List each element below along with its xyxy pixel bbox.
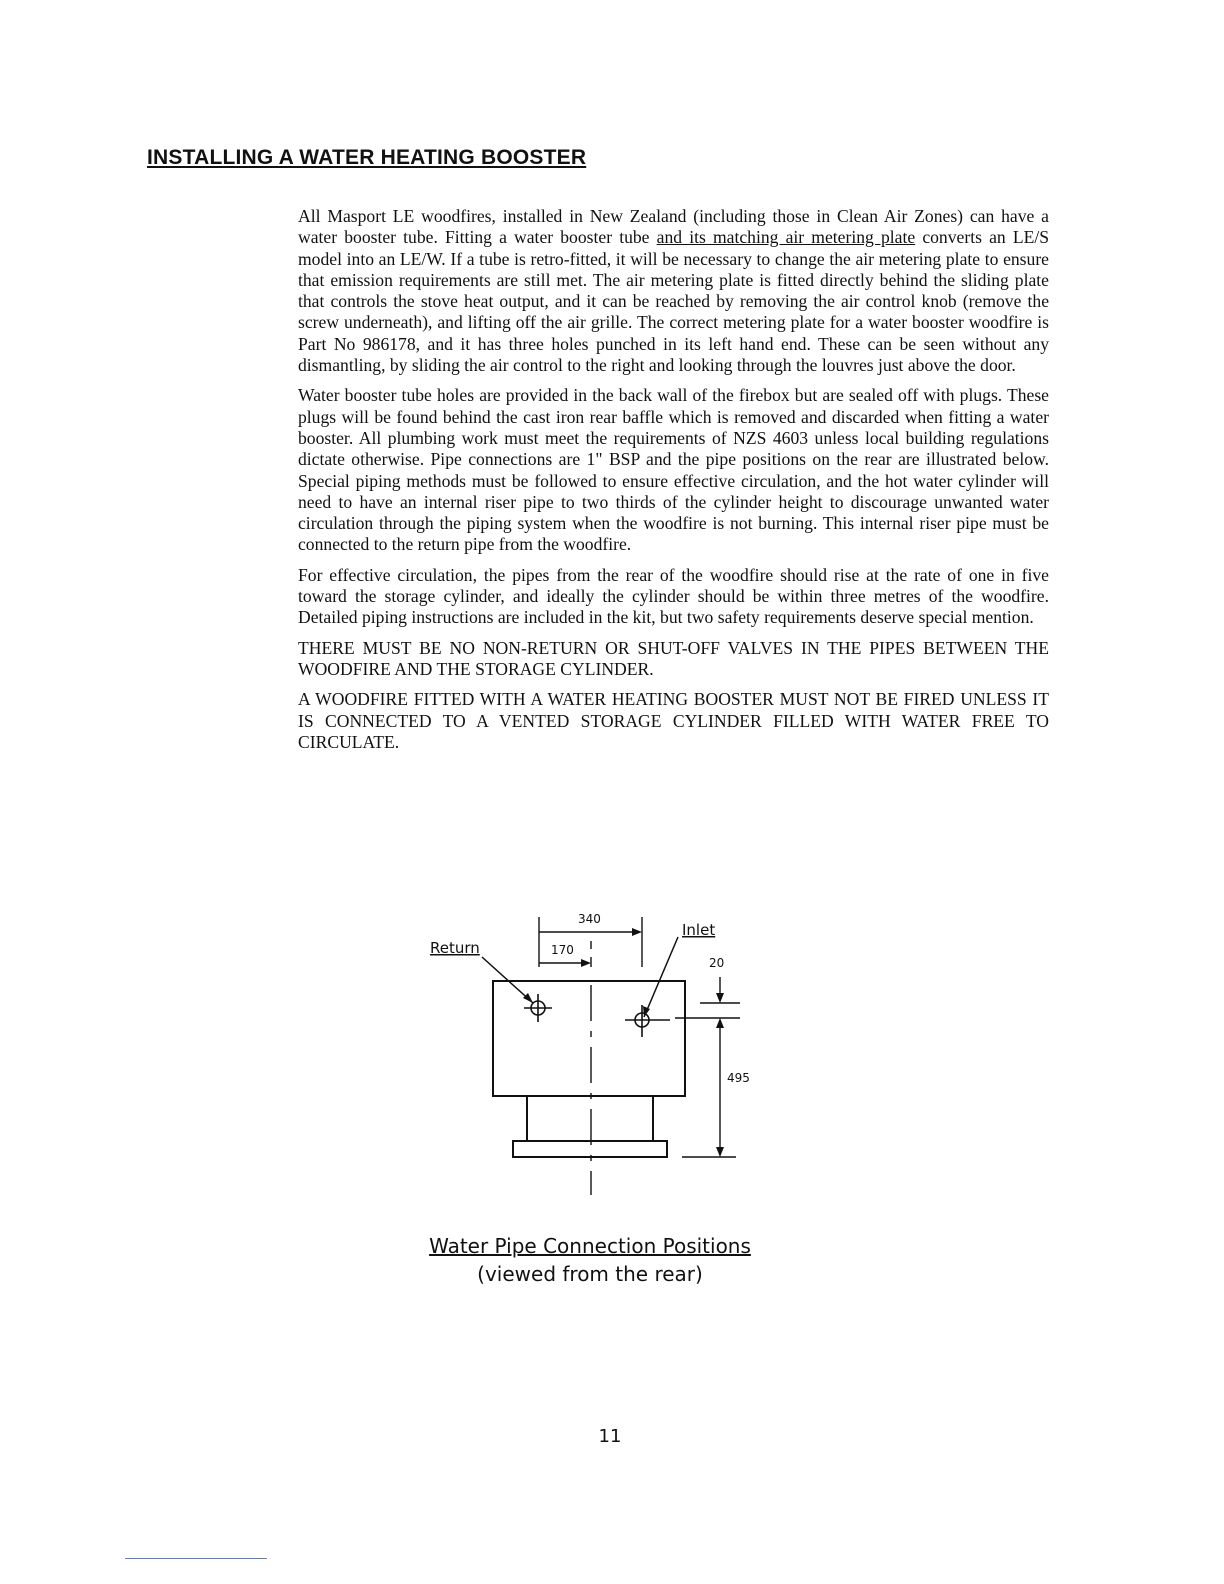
paragraph-circulation: For effective circulation, the pipes from the rear of the woodfire should rise at the rate of one in five toward the storage cylinder, and ideally the cylinder should be within three metres of the woodfire. Detailed piping instructions are included in the kit, but two safety requirements deserve special mention. bbox=[298, 564, 1049, 628]
dimension-20-label: 20 bbox=[709, 956, 725, 970]
dimension-495-label: 495 bbox=[727, 1071, 750, 1085]
stove-base bbox=[513, 1141, 667, 1157]
inlet-leader bbox=[644, 937, 678, 1017]
pipe-connection-diagram bbox=[420, 905, 760, 1205]
page-heading: INSTALLING A WATER HEATING BOOSTER bbox=[147, 146, 587, 169]
paragraph-text: All Masport LE woodfires, installed in New Zealand (including those in Clean Air Zones) can have a water booster tube. Fitting a water booster tube bbox=[298, 206, 1049, 248]
paragraph-booster-intro bbox=[298, 206, 1049, 376]
return-label: Return bbox=[430, 939, 480, 957]
stove-body bbox=[493, 981, 685, 1096]
dimension-340-label: 340 bbox=[578, 912, 601, 926]
underlined-phrase: and its matching air metering plate bbox=[656, 227, 916, 248]
body-text bbox=[298, 206, 1049, 762]
caption-subtitle: (viewed from the rear) bbox=[477, 1262, 703, 1286]
diagram-caption bbox=[380, 1232, 800, 1288]
paragraph-text: converts an LE/S model into an LE/W. If a tube is retro-fitted, it will be necessary to change the air metering plate to ensure that emission requirements are still met. The air metering plate is fitted directly behind the sliding plate that controls the stove heat output, and it can be reached by removing the air control knob (remove the screw underneath), and lifting off the air grille. The correct metering plate for a water booster woodfire is Part No 986178, and it has three holes punched in its left hand end. These can be seen without any dismantling, by sliding the air control to the right and looking through the louvres just above the door. bbox=[298, 227, 1049, 376]
warning-firing: A WOODFIRE FITTED WITH A WATER HEATING BOOSTER MUST NOT BE FIRED UNLESS IT IS CONNECTED TO A VENTED STORAGE CYLINDER FILLED WITH WATER FREE TO CIRCULATE. bbox=[298, 689, 1049, 752]
inlet-label: Inlet bbox=[682, 921, 716, 939]
paragraph-booster-holes: Water booster tube holes are provided in the back wall of the firebox but are sealed off with plugs. These plugs will be found behind the cast iron rear baffle which is removed and discarded when fitting a water booster. All plumbing work must meet the requirements of NZS 4603 unless local building regulations dictate otherwise. Pipe connections are 1" BSP and the pipe positions on the rear are illustrated below. Special piping methods must be followed to ensure effective circulation, and the hot water cylinder will need to have an internal riser pipe to two thirds of the cylinder height to discourage unwanted water circulation through the piping system when the woodfire is not burning. This internal riser pipe must be connected to the return pipe from the woodfire. bbox=[298, 385, 1049, 555]
warning-valves: THERE MUST BE NO NON-RETURN OR SHUT-OFF VALVES IN THE PIPES BETWEEN THE WOODFIRE AND THE STORAGE CYLINDER. bbox=[298, 637, 1049, 679]
page-number: 11 bbox=[598, 1426, 622, 1447]
footnote-rule bbox=[125, 1558, 267, 1559]
caption-title: Water Pipe Connection Positions bbox=[429, 1234, 751, 1258]
dimension-170-label: 170 bbox=[551, 943, 574, 957]
dimension-495 bbox=[682, 1022, 736, 1157]
